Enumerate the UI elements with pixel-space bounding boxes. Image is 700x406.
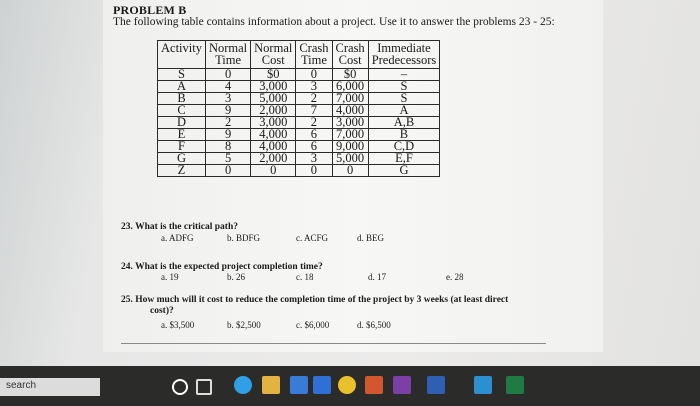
header-crash-cost: Crash Cost — [332, 41, 368, 69]
cell-activity: D — [158, 117, 206, 129]
q25-option-c: c. $6,000 — [296, 320, 330, 330]
cell-crash-time: 2 — [296, 93, 332, 105]
cell-predecessors: B — [368, 129, 440, 141]
cell-crash-cost: 7,000 — [332, 93, 368, 105]
cell-predecessors: S — [368, 81, 440, 93]
document-page — [103, 0, 603, 352]
cell-normal-time: 0 — [205, 69, 250, 81]
home-icon[interactable] — [474, 376, 492, 394]
q23-option-a: a. ADFG — [161, 233, 194, 243]
cell-crash-time: 3 — [296, 153, 332, 165]
question-23: 23. What is the critical path? — [121, 222, 238, 232]
cell-crash-time: 2 — [296, 117, 332, 129]
cell-activity: F — [158, 141, 206, 153]
cell-normal-time: 8 — [205, 141, 250, 153]
table-row — [158, 81, 440, 93]
cell-predecessors: E,F — [368, 153, 440, 165]
header-normal-cost: Normal Cost — [251, 41, 296, 69]
cell-crash-cost: 0 — [332, 165, 368, 177]
q24-option-e: e. 28 — [446, 272, 464, 282]
q23-option-d: d. BEG — [357, 233, 384, 243]
q25-option-d: d. $6,500 — [357, 320, 391, 330]
onenote-icon[interactable] — [393, 376, 411, 394]
edge-icon[interactable] — [234, 376, 252, 394]
q24-option-c: c. 18 — [296, 272, 314, 282]
header-activity: Activity — [158, 41, 206, 69]
table-row — [158, 93, 440, 105]
question-24: 24. What is the expected project completion time? — [121, 262, 323, 272]
cortana-circle-icon[interactable] — [172, 379, 188, 395]
cell-crash-cost: $0 — [332, 69, 368, 81]
cell-crash-time: 0 — [296, 165, 332, 177]
cell-normal-time: 9 — [205, 129, 250, 141]
file-explorer-icon[interactable] — [262, 376, 280, 394]
task-view-icon[interactable] — [196, 379, 212, 395]
cell-normal-time: 9 — [205, 105, 250, 117]
cell-predecessors: – — [368, 69, 440, 81]
cell-activity: A — [158, 81, 206, 93]
chrome-icon[interactable] — [338, 376, 356, 394]
cell-crash-time: 6 — [296, 141, 332, 153]
cell-crash-time: 7 — [296, 105, 332, 117]
cell-normal-cost: $0 — [251, 69, 296, 81]
taskbar-search-box[interactable] — [0, 378, 100, 396]
table-row — [158, 69, 440, 81]
cell-normal-cost: 5,000 — [251, 93, 296, 105]
q24-option-b: b. 26 — [227, 272, 245, 282]
table-header-row — [158, 41, 440, 69]
cell-predecessors: S — [368, 93, 440, 105]
cell-crash-cost: 7,000 — [332, 129, 368, 141]
cell-crash-cost: 3,000 — [332, 117, 368, 129]
cell-predecessors: C,D — [368, 141, 440, 153]
cell-activity: B — [158, 93, 206, 105]
table-row — [158, 117, 440, 129]
problem-intro: The following table contains information about a project. Use it to answer the problems 23 - 25: — [113, 16, 555, 28]
cell-normal-cost: 0 — [251, 165, 296, 177]
cell-activity: G — [158, 153, 206, 165]
question-25-continuation: cost)? — [150, 306, 174, 316]
q25-option-a: a. $3,500 — [161, 320, 195, 330]
q24-option-a: a. 19 — [161, 272, 179, 282]
search-label: search — [6, 380, 37, 391]
cell-activity: C — [158, 105, 206, 117]
cell-normal-cost: 3,000 — [251, 117, 296, 129]
problem-title: PROBLEM B — [113, 3, 187, 17]
cell-crash-time: 3 — [296, 81, 332, 93]
cell-crash-time: 6 — [296, 129, 332, 141]
q24-option-d: d. 17 — [368, 272, 386, 282]
cell-crash-cost: 4,000 — [332, 105, 368, 117]
header-predecessors: Immediate Predecessors — [368, 41, 440, 69]
cell-crash-time: 0 — [296, 69, 332, 81]
bottom-divider — [121, 343, 546, 344]
table-row — [158, 165, 440, 177]
cell-crash-cost: 6,000 — [332, 81, 368, 93]
cell-normal-time: 0 — [205, 165, 250, 177]
cell-normal-time: 4 — [205, 81, 250, 93]
q23-option-c: c. ACFG — [296, 233, 329, 243]
mail-icon[interactable] — [313, 376, 331, 394]
table-row — [158, 153, 440, 165]
cell-activity: Z — [158, 165, 206, 177]
cell-normal-cost: 2,000 — [251, 153, 296, 165]
cell-crash-cost: 5,000 — [332, 153, 368, 165]
cell-crash-cost: 9,000 — [332, 141, 368, 153]
powerpoint-icon[interactable] — [365, 376, 383, 394]
cell-activity: E — [158, 129, 206, 141]
cell-normal-time: 2 — [205, 117, 250, 129]
question-25: 25. How much will it cost to reduce the completion time of the project by 3 weeks (at least direct — [121, 295, 509, 305]
q25-option-b: b. $2,500 — [227, 320, 261, 330]
cell-activity: S — [158, 69, 206, 81]
cell-predecessors: A — [368, 105, 440, 117]
cell-normal-cost: 2,000 — [251, 105, 296, 117]
cell-predecessors: A,B — [368, 117, 440, 129]
taskbar — [0, 366, 700, 406]
store-icon[interactable] — [290, 376, 308, 394]
cell-normal-cost: 4,000 — [251, 141, 296, 153]
cell-predecessors: G — [368, 165, 440, 177]
project-table — [157, 40, 440, 177]
q23-option-b: b. BDFG — [227, 233, 261, 243]
cell-normal-cost: 3,000 — [251, 81, 296, 93]
cell-normal-time: 5 — [205, 153, 250, 165]
excel-icon[interactable] — [506, 376, 524, 394]
header-normal-time: Normal Time — [205, 41, 250, 69]
header-crash-time: Crash Time — [296, 41, 332, 69]
cell-normal-cost: 4,000 — [251, 129, 296, 141]
word-icon[interactable] — [427, 376, 445, 394]
cell-normal-time: 3 — [205, 93, 250, 105]
